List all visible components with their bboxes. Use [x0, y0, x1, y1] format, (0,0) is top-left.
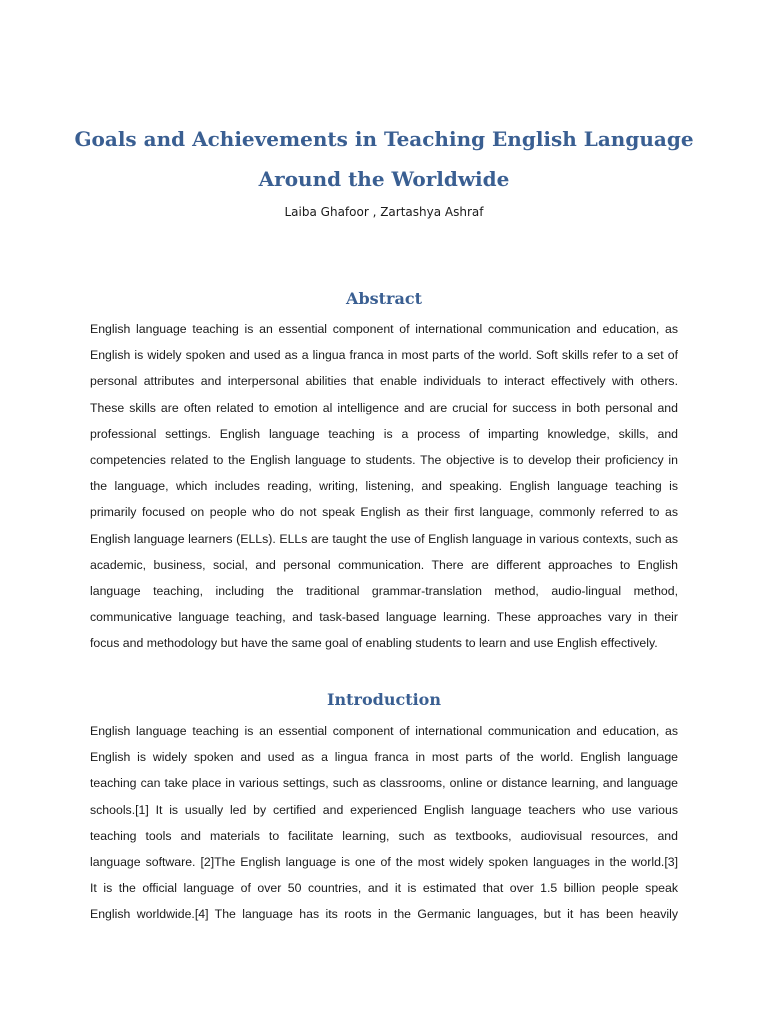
paper-title [60, 119, 708, 199]
abstract-line: personal attributes and interpersonal abilities that enable individuals to interact effectively with others. [90, 374, 678, 389]
abstract-line: language teaching, including the traditional grammar-translation method, audio-lingual method, [90, 583, 678, 598]
paper-title-line-1: Goals and Achievements in Teaching English Language [74, 127, 694, 151]
introduction-line: teaching can take place in various settings, such as classrooms, online or distance learning, and language [90, 776, 678, 791]
introduction-body [90, 718, 678, 928]
introduction-heading: Introduction [327, 690, 441, 709]
introduction-line: English worldwide.[4] The language has its roots in the Germanic languages, but it has been heavily [90, 907, 678, 922]
paper-title-line-2: Around the Worldwide [258, 167, 510, 191]
abstract-line: primarily focused on people who do not speak English as their first language, commonly referred to as [90, 505, 678, 520]
introduction-line: English language teaching is an essential component of international communication and education, as [90, 724, 678, 738]
abstract-line: English is widely spoken and used as a lingua franca in most parts of the world. Soft skills refer to a set of [90, 348, 678, 363]
introduction-line: schools.[1] It is usually led by certified and experienced English language teachers who use various [90, 802, 678, 817]
introduction-line: It is the official language of over 50 countries, and it is estimated that over 1.5 billion people speak [90, 881, 678, 896]
abstract-body [90, 316, 678, 656]
abstract-line: communicative language teaching, and task-based language learning. These approaches vary in their [90, 610, 678, 625]
abstract-line: the language, which includes reading, writing, listening, and speaking. English language teaching is [90, 479, 678, 494]
introduction-line: English is widely spoken and used as a lingua franca in most parts of the world. English language [90, 750, 678, 765]
abstract-line: competencies related to the English language to students. The objective is to develop their proficiency in [90, 452, 678, 467]
author-list: Laiba Ghafoor , Zartashya Ashraf [284, 205, 484, 219]
introduction-line: language software. [2]The English language is one of the most widely spoken languages in the world.[3] [90, 854, 678, 869]
abstract-line: English language teaching is an essential component of international communication and education, as [90, 322, 678, 336]
abstract-line: These skills are often related to emotion al intelligence and are crucial for success in both personal and [90, 400, 678, 415]
abstract-line: academic, business, social, and personal communication. There are different approaches to English [90, 557, 678, 572]
abstract-line: English language learners (ELLs). ELLs are taught the use of English language in various contexts, such as [90, 531, 678, 546]
abstract-line: focus and methodology but have the same goal of enabling students to learn and use English effectively. [90, 636, 658, 651]
abstract-line: professional settings. English language teaching is a process of imparting knowledge, skills, and [90, 426, 678, 441]
abstract-heading: Abstract [346, 289, 422, 308]
introduction-line: teaching tools and materials to facilitate learning, such as textbooks, audiovisual resources, and [90, 828, 678, 843]
